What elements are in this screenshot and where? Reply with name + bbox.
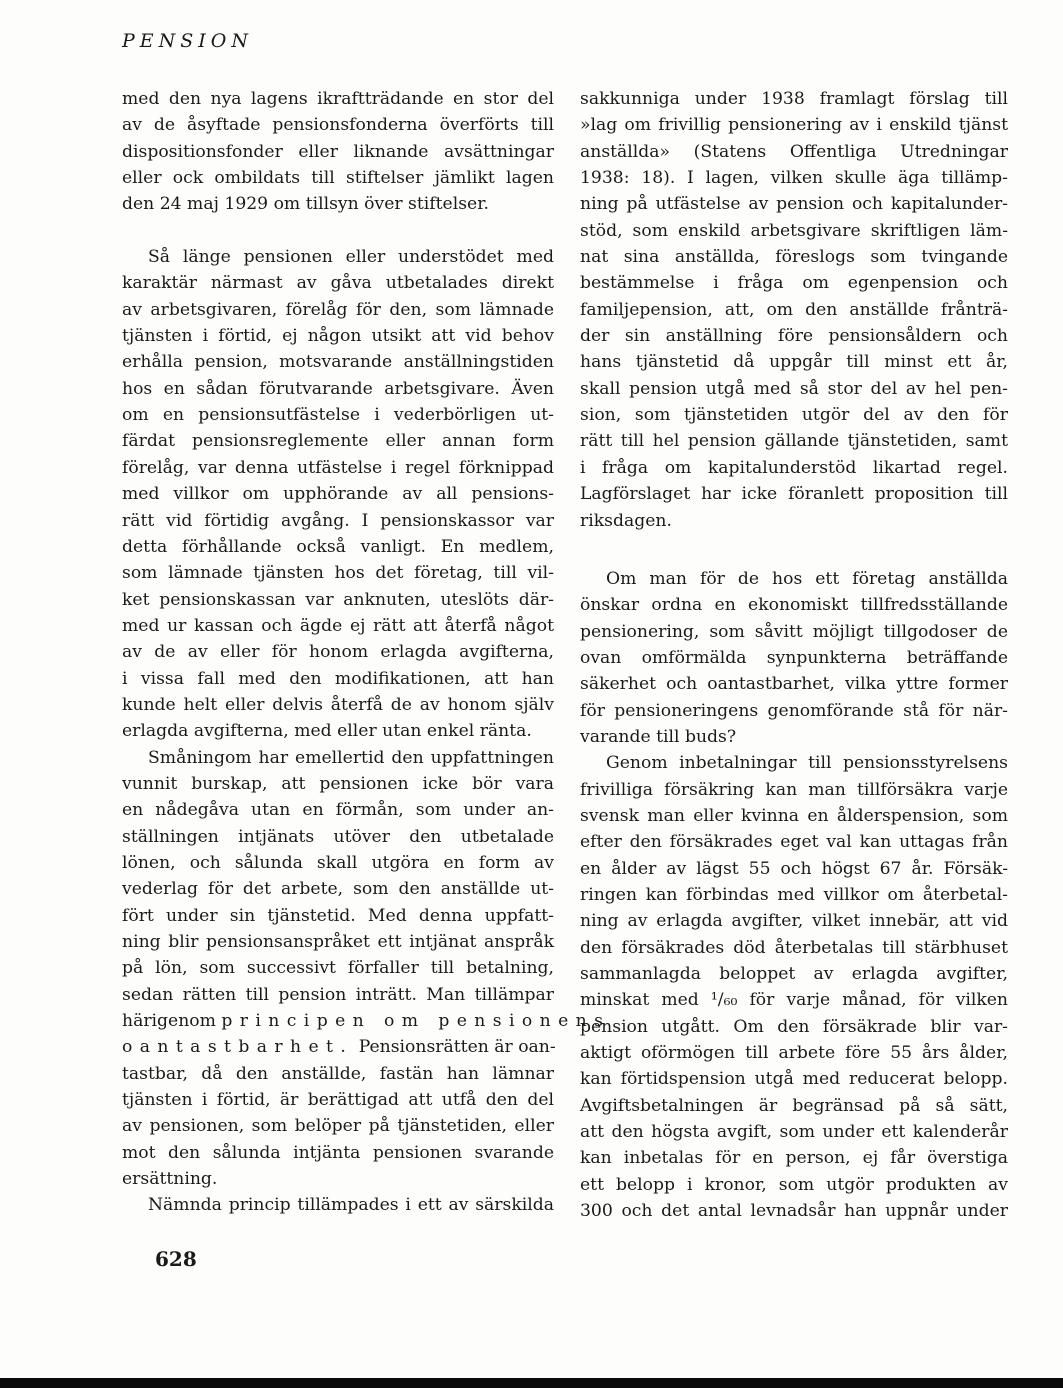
- line-text: ket pensionskassan var anknuten, uteslöts där-: [122, 589, 554, 610]
- line-text: svensk man eller kvinna en ålderspension, som: [580, 805, 1008, 826]
- text-line: [580, 777, 1008, 803]
- text-line: [580, 961, 1008, 987]
- line-text: av de av eller för honom erlagda avgifterna,: [122, 642, 554, 663]
- line-text: tjänsten i förtid, är berättigad att utfå den del: [122, 1090, 554, 1111]
- text-line: [122, 270, 554, 296]
- line-text: nat sina anställda, föreslogs som tvingande: [580, 247, 1008, 268]
- text-line: [122, 481, 554, 507]
- line-text: vunnit burskap, att pensionen icke bör vara: [122, 773, 554, 794]
- text-line: [122, 428, 554, 454]
- text-line: [580, 671, 1008, 697]
- text-line: [122, 850, 554, 876]
- line-text: kunde helt eller delvis återfå de av honom själv: [122, 694, 554, 715]
- text-line: [580, 112, 1008, 138]
- text-line: [122, 929, 554, 955]
- line-text: hos en sådan förutvarande arbetsgivare. Även: [122, 378, 554, 399]
- line-text: tjänsten i förtid, ej någon utsikt att vid behov: [122, 326, 554, 347]
- line-text: som lämnade tjänsten hos det företag, till vil-: [122, 563, 554, 584]
- line-text: karaktär närmast av gåva utbetalades direkt: [122, 273, 554, 294]
- line-text: ett belopp i kronor, som utgör produkten av: [580, 1174, 1008, 1195]
- text-line: [122, 587, 554, 613]
- line-text: dispositionsfonder eller liknande avsättningar: [122, 141, 554, 162]
- spaced-text: principen om pensionens: [221, 1011, 611, 1032]
- line-text: Om man för de hos ett företag anställda: [606, 568, 1008, 589]
- text-line: [122, 982, 554, 1008]
- text-line: [122, 718, 554, 744]
- line-text: erhålla pension, motsvarande anställningstiden: [122, 352, 554, 373]
- text-line: [580, 829, 1008, 855]
- line-text: minskat med ¹/₆₀ för varje månad, för vilken: [580, 990, 1008, 1011]
- text-line: [122, 903, 554, 929]
- line-text: hans tjänstetid då uppgår till minst ett år,: [580, 352, 1008, 373]
- line-text: kan förtidspension utgå med reducerat belopp.: [580, 1069, 1008, 1090]
- line-text: familjepension, att, om den anställde frånträ-: [580, 299, 1008, 320]
- text-line: [122, 376, 554, 402]
- text-line: [580, 455, 1008, 481]
- line-text: rätt vid förtidig avgång. I pensionskassor var: [122, 510, 554, 531]
- text-line: [122, 244, 554, 270]
- text-line: [580, 645, 1008, 671]
- line-text: »lag om frivillig pensionering av i enskild tjänst: [580, 115, 1008, 136]
- text-line: [580, 935, 1008, 961]
- line-text: förelåg, var denna utfästelse i regel förknippad: [122, 457, 554, 478]
- line-text: sammanlagda beloppet av erlagda avgifter,: [580, 964, 1008, 984]
- text-line: [122, 876, 554, 902]
- text-line: [122, 508, 554, 534]
- line-text: lönen, och sålunda skall utgöra en form av: [122, 852, 554, 873]
- right-column: [580, 86, 1008, 1224]
- line-text: 1938: 18). I lagen, vilken skulle äga tillämp-: [580, 168, 1008, 189]
- line-text: att den högsta avgift, som under ett kalenderår: [580, 1122, 1008, 1143]
- line-text: Småningom har emellertid den uppfattningen: [148, 747, 554, 768]
- text-line: [122, 1140, 554, 1166]
- line-text: ersättning.: [122, 1169, 218, 1190]
- text-line: [122, 534, 554, 560]
- page-number: 628: [155, 1247, 197, 1271]
- line-text: fört under sin tjänstetid. Med denna uppfatt-: [122, 905, 554, 926]
- text-line: [580, 856, 1008, 882]
- line-text: erlagda avgifterna, med eller utan enkel ränta.: [122, 721, 532, 742]
- line-text: 300 och det antal levnadsår han uppnår under: [580, 1201, 1008, 1222]
- line-text: mot den sålunda intjänta pensionen svarande: [122, 1142, 554, 1163]
- line-text: tastbar, då den anställde, fastän han lämnar: [122, 1063, 554, 1084]
- line-text: av pensionen, som belöper på tjänstetiden, eller: [122, 1116, 554, 1137]
- spaced-text: oantastbarhet.: [122, 1037, 354, 1058]
- text-line: [580, 698, 1008, 724]
- line-text: kan inbetalas för en person, ej får överstiga: [580, 1148, 1008, 1169]
- text-line: [122, 1087, 554, 1113]
- text-line: [580, 566, 1008, 592]
- text-line: [580, 1040, 1008, 1066]
- text-line: [580, 987, 1008, 1013]
- line-text: för pensioneringens genomförande stå för när-: [580, 700, 1008, 721]
- text-line: [580, 402, 1008, 428]
- line-text: den 24 maj 1929 om tillsyn över stiftelser.: [122, 194, 490, 215]
- line-text: av de åsyftade pensionsfonderna överförts till: [122, 115, 554, 136]
- text-line: [580, 1119, 1008, 1145]
- line-text: frivilliga försäkring kan man tillförsäkra varje: [580, 779, 1008, 800]
- text-line: [580, 724, 1008, 750]
- line-text: om en pensionsutfästelse i vederbörligen ut-: [122, 405, 554, 426]
- line-text: sion, som tjänstetiden utgör del av den för: [580, 405, 1008, 426]
- text-line: [580, 376, 1008, 402]
- line-text: bestämmelse i fråga om egenpension och: [580, 273, 1008, 294]
- line-text: Så länge pensionen eller understödet med: [148, 247, 554, 268]
- line-text: av arbetsgivaren, förelåg för den, som lämnade: [122, 299, 554, 320]
- line-text: ringen kan förbindas med villkor om återbetal-: [580, 884, 1008, 905]
- text-line: [580, 481, 1008, 507]
- line-text: en nådegåva utan en förmån, som under an-: [122, 800, 554, 821]
- line-text: med den nya lagens ikraftträdande en stor del: [122, 89, 554, 109]
- line-text: Pensionsrätten är oan-: [353, 1037, 556, 1058]
- line-text: detta förhållande också vanligt. En medlem,: [122, 536, 554, 557]
- line-text: ovan omförmälda synpunkterna beträffande: [580, 647, 1008, 668]
- text-line: [122, 349, 554, 375]
- text-line: [122, 692, 554, 718]
- text-line: [122, 86, 554, 112]
- line-text: eller ock ombildats till stiftelser jämlikt lagen: [122, 168, 554, 189]
- line-text: efter den försäkrades eget val kan uttagas från: [580, 832, 1008, 853]
- text-line: [122, 1008, 611, 1034]
- text-line: [122, 824, 554, 850]
- text-line: [122, 323, 554, 349]
- line-text: skall pension utgå med så stor del av hel pen-: [580, 378, 1008, 399]
- line-text: önskar ordna en ekonomiskt tillfredsställande: [580, 595, 1008, 616]
- line-text: ning på utfästelse av pension och kapitalunder-: [580, 194, 1008, 215]
- text-line: [580, 86, 1008, 112]
- text-line: [580, 165, 1008, 191]
- text-line: [122, 1192, 554, 1218]
- text-line: [580, 428, 1008, 454]
- line-text: sakkunniga under 1938 framlagt förslag till: [580, 89, 1008, 109]
- line-text: Nämnda princip tillämpades i ett av särskilda: [148, 1195, 554, 1216]
- running-header: PENSION: [122, 30, 254, 52]
- text-line: [580, 191, 1008, 217]
- text-line: [580, 349, 1008, 375]
- line-text: med ur kassan och ägde ej rätt att återfå något: [122, 615, 554, 636]
- line-text: sedan rätten till pension inträtt. Man tillämpar: [122, 984, 554, 1005]
- text-line: [122, 297, 554, 323]
- line-text: riksdagen.: [580, 510, 672, 531]
- text-line: [580, 270, 1008, 296]
- text-line: [122, 797, 554, 823]
- text-line: [122, 1113, 554, 1139]
- text-line: [122, 455, 554, 481]
- text-line: [122, 1061, 554, 1087]
- text-line: [580, 750, 1008, 776]
- line-text: en ålder av lägst 55 och högst 67 år. Försäk-: [580, 858, 1008, 879]
- paragraph-gap: [122, 218, 554, 244]
- line-text: pension utgått. Om den försäkrade blir var-: [580, 1016, 1008, 1037]
- text-line: [580, 1093, 1008, 1119]
- scan-border: [0, 1378, 1063, 1388]
- line-text: stöd, som enskild arbetsgivare skriftligen läm-: [580, 220, 1008, 241]
- line-text: anställda» (Statens Offentliga Utredningar: [580, 141, 1008, 162]
- line-text: rätt till hel pension gällande tjänstetiden, samt: [580, 431, 1008, 452]
- line-text: på lön, som successivt förfaller till betalning,: [122, 958, 554, 979]
- text-line: [122, 191, 554, 217]
- text-line: [122, 613, 554, 639]
- text-line: [580, 1066, 1008, 1092]
- text-line: [122, 1166, 554, 1192]
- text-line: [580, 323, 1008, 349]
- text-line: [580, 908, 1008, 934]
- line-text: Lagförslaget har icke föranlett proposition till: [580, 484, 1008, 505]
- text-line: [122, 139, 554, 165]
- line-text: der sin anställning före pensionsåldern och: [580, 326, 1008, 347]
- text-line: [580, 244, 1008, 270]
- line-text: ning av erlagda avgifter, vilket innebär, att vid: [580, 911, 1008, 932]
- text-line: [580, 218, 1008, 244]
- line-text: ställningen intjänats utöver den utbetalade: [122, 826, 554, 847]
- text-line: [122, 745, 554, 771]
- line-text: i fråga om kapitalunderstöd likartad regel.: [580, 457, 1008, 478]
- line-text: med villkor om upphörande av all pensions-: [122, 484, 554, 505]
- text-line: [122, 165, 554, 191]
- left-column: [122, 86, 611, 1219]
- line-text: Avgiftsbetalningen är begränsad på så sätt,: [580, 1095, 1008, 1116]
- text-line: [580, 882, 1008, 908]
- line-text: Genom inbetalningar till pensionsstyrelsens: [606, 753, 1008, 774]
- text-line: [580, 1172, 1008, 1198]
- text-line: [122, 1034, 554, 1060]
- line-text: varande till buds?: [580, 726, 737, 747]
- line-text: vederlag för det arbete, som den anställde ut-: [122, 879, 554, 900]
- text-line: [580, 139, 1008, 165]
- line-text: i vissa fall med den modifikationen, att han: [122, 668, 554, 689]
- text-line: [122, 402, 554, 428]
- text-line: [122, 771, 554, 797]
- line-text: den försäkrades död återbetalas till stärbhuset: [580, 937, 1008, 958]
- text-line: [122, 666, 554, 692]
- text-line: [580, 1145, 1008, 1171]
- line-text: färdat pensionsreglemente eller annan form: [122, 431, 554, 452]
- line-text: aktigt oförmögen till arbete före 55 års ålder,: [580, 1043, 1008, 1064]
- text-line: [122, 639, 554, 665]
- line-text: härigenom: [122, 1011, 222, 1032]
- text-line: [122, 955, 554, 981]
- text-line: [122, 112, 554, 138]
- text-line: [580, 1014, 1008, 1040]
- line-text: ning blir pensionsanspråket ett intjänat anspråk: [122, 932, 554, 952]
- text-line: [580, 297, 1008, 323]
- text-line: [122, 560, 554, 586]
- paragraph-gap: [580, 534, 1008, 566]
- text-line: [580, 1198, 1008, 1224]
- text-line: [580, 619, 1008, 645]
- text-line: [580, 508, 1008, 534]
- text-line: [580, 803, 1008, 829]
- line-text: pensionering, som såvitt möjligt tillgodoser de: [580, 621, 1008, 642]
- line-text: säkerhet och oantastbarhet, vilka yttre former: [580, 674, 1008, 695]
- text-line: [580, 592, 1008, 618]
